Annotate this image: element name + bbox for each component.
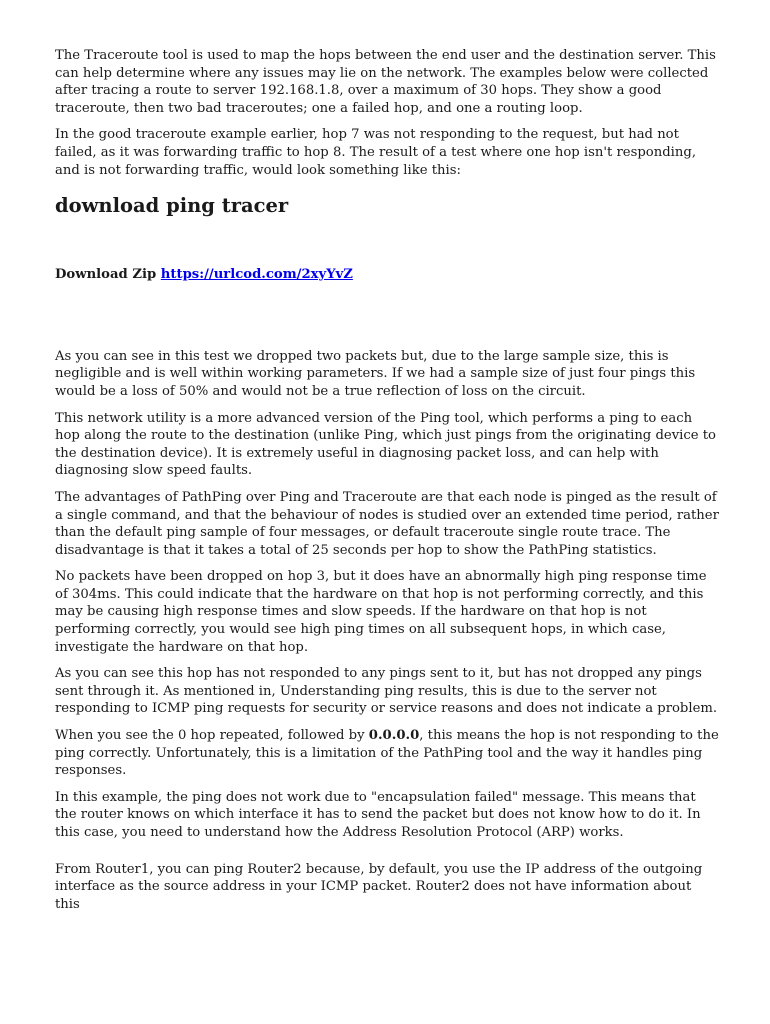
paragraph-hop-not-responding: As you can see this hop has not responded to any pings sent to it, but has not dropped any pings sent through it. As mentioned in, Understanding ping results, this is due to the server not responding to ICMP ping requests for security or service reasons and does not indicate a problem. (55, 666, 718, 717)
paragraph-network-utility: This network utility is a more advanced version of the Ping tool, which performs a ping to each hop along the route to the destination (unlike Ping, which just pings from the originating device to the destination device). It is extremely useful in diagnosing packet loss, and can help with diagnosing slow speed faults. (55, 410, 716, 479)
paragraph-pathping-advantages: The advantages of PathPing over Ping and Traceroute are that each node is pinged as the result of a single command, and that the behaviour of nodes is studied over an extended time period, rather than the default ping sample of four messages, or default traceroute single route trace. The disadvantage is that it takes a total of 25 seconds per hop to show the PathPing statistics. (55, 489, 719, 558)
zero-hop-after: , this means the hop is not responding to the ping correctly. Unfortunately, this is a limitation of the PathPing tool and the way it handles ping responses. (55, 728, 719, 779)
document-body (55, 47, 720, 922)
paragraph-zero-hop (55, 727, 720, 780)
paragraph-hop-3: No packets have been dropped on hop 3, but it does have an abnormally high ping response time of 304ms. This could indicate that the hardware on that hop is not performing correctly, and this may be causing high response times and slow speeds. If the hardware on that hop is not performing correctly, you would see high ping times on all subsequent hops, in which case, investigate the hardware on that hop. (55, 569, 707, 655)
paragraph-router: From Router1, you can ping Router2 because, by default, you use the IP address of the outgoing interface as the source address in your ICMP packet. Router2 does not have information about this (55, 861, 703, 912)
zero-hop-before: When you see the 0 hop repeated, followed by (55, 728, 369, 744)
download-line (55, 266, 720, 284)
zero-hop-address: 0.0.0.0 (368, 728, 420, 744)
intro-paragraph-2: In the good traceroute example earlier, hop 7 was not responding to the request, but had not failed, as it was forwarding traffic to hop 8. The result of a test where one hop isn't responding, and is not forwarding traffic, would look something like this: (55, 127, 697, 178)
download-label: Download Zip (55, 267, 157, 283)
intro-paragraph-1: The Traceroute tool is used to map the hops between the end user and the destination server. This can help determine where any issues may lie on the network. The examples below were collected after tracing a route to server 192.168.1.8, over a maximum of 30 hops. They show a good traceroute, then two bad traceroutes; one a failed hop, and one a routing loop. (55, 48, 716, 116)
download-link[interactable]: https://urlcod.com/2xyYvZ (160, 267, 353, 283)
paragraph-encapsulation: In this example, the ping does not work due to "encapsulation failed" message. This means that the router knows on which interface it has to send the packet but does not know how to do it. In this case, you need to understand how the Address Resolution Protocol (ARP) works. (55, 789, 701, 840)
page-heading: download ping tracer (55, 194, 289, 218)
paragraph-sample-size: As you can see in this test we dropped two packets but, due to the large sample size, this is negligible and is well within working parameters. If we had a sample size of just four pings this would be a loss of 50% and would not be a true reflection of loss on the circuit. (55, 348, 696, 399)
